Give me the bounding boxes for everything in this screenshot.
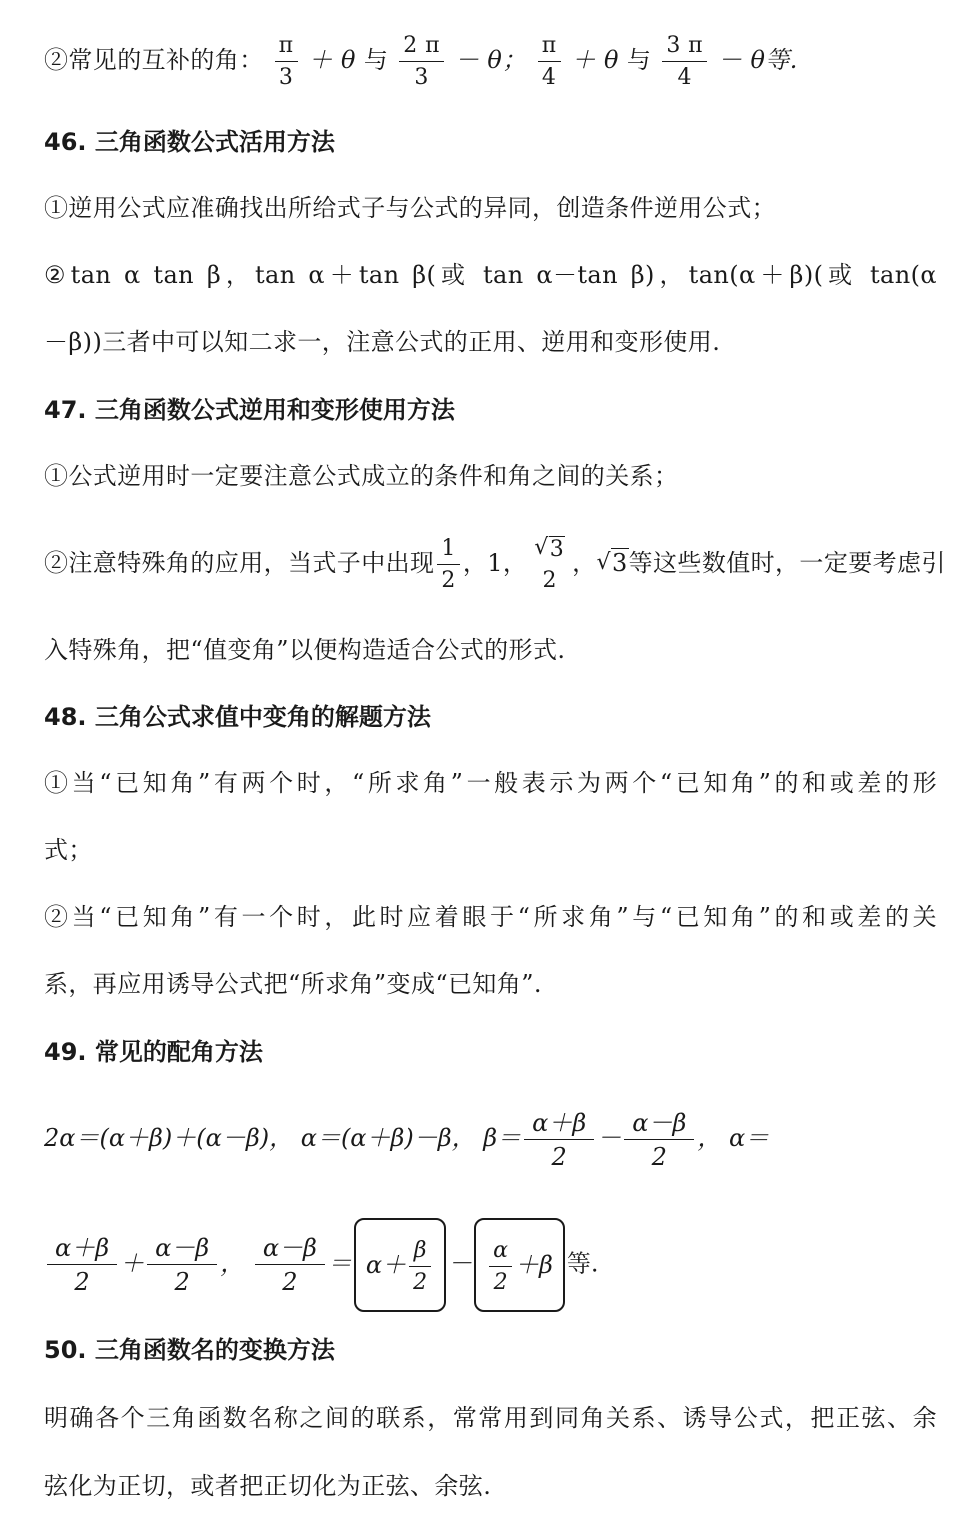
sqrt-3: √3: [596, 549, 628, 577]
minus-theta: － θ；: [454, 46, 527, 74]
section-48-item-2-line-2: 系，再应用诱导公式把“所求角”变成“已知角”.: [44, 970, 542, 998]
section-50-line-2: 弦化为正切，或者把正切化为正弦、余弦.: [44, 1472, 492, 1500]
section-49-formula-line-2: [44, 1218, 937, 1300]
section-48-item-1-line-1: ①当“已知角”有两个时，“所求角”一般表示为两个“已知角”的和或差的形: [44, 769, 937, 797]
with-label: 与: [363, 46, 389, 74]
formula-end: 等.: [566, 1249, 599, 1278]
section-49-formula-line-1: [44, 1100, 937, 1176]
complementary-prefix: ②常见的互补的角：: [44, 46, 264, 74]
with-label-2: 与: [626, 46, 652, 74]
section-50-heading: 50. 三角函数名的变换方法: [44, 1336, 335, 1364]
section-48-heading: 48. 三角公式求值中变角的解题方法: [44, 703, 431, 731]
plus-theta: ＋ θ: [308, 46, 356, 74]
section-49-heading: 49. 常见的配角方法: [44, 1038, 263, 1066]
section-46-heading: 46. 三角函数公式活用方法: [44, 128, 335, 156]
section-50-line-1: 明确各个三角函数名称之间的联系，常常用到同角关系、诱导公式，把正弦、余: [44, 1404, 937, 1432]
section-47-item-2-prefix: ②注意特殊角的应用，当式子中出现: [44, 549, 435, 577]
section-47-item-1: ①公式逆用时一定要注意公式成立的条件和角之间的关系；: [44, 462, 679, 490]
section-47-item-2: [44, 528, 946, 598]
fraction-pi-over-4: $\frac{\pi}{4}$: [538, 35, 561, 89]
fraction-3pi-over-4: $\frac{3 \pi}{4}$: [662, 35, 707, 89]
formula-equals: ＝: [327, 1249, 352, 1278]
formula-alpha: α＝(α＋β)－β，: [300, 1124, 476, 1152]
formula-alpha-eq: α＝: [728, 1124, 770, 1152]
fraction-alpha-plus-beta-over-2: $\frac{\alpha+\beta}{2}$: [524, 1111, 594, 1169]
fraction-2pi-over-3: $\frac{2 \pi}{3}$: [399, 35, 444, 89]
separator-2: ，: [572, 549, 597, 577]
fraction-alpha-plus-beta-over-2-b: $\frac{\alpha+\beta}{2}$: [47, 1236, 117, 1294]
section-47-heading: 47. 三角函数公式逆用和变形使用方法: [44, 396, 455, 424]
section-46-item-2-line-1: ②tan α tan β，tan α＋tan β(或 tan α－tan β)，tan(α＋β)(或 tan(α: [44, 261, 937, 289]
fraction-root3-over-2: √3 2: [534, 535, 565, 593]
fraction-one-half: $\frac{1}{2}$: [437, 538, 459, 592]
formula-2alpha: 2α＝(α＋β)＋(α－β)，: [44, 1124, 294, 1152]
formula-minus: －: [597, 1124, 622, 1152]
fraction-beta-over-2: $\frac{\beta}{2}$: [409, 1240, 431, 1294]
complementary-angles-line: [44, 30, 937, 90]
plus-theta-2: ＋ θ: [571, 46, 619, 74]
formula-beta-lhs: β＝: [483, 1124, 522, 1152]
bracket-group-1: α＋ $\frac{\beta}{2}$: [354, 1218, 446, 1312]
formula-plus: ＋: [120, 1249, 145, 1278]
fraction-alpha-minus-beta-over-2-b: $\frac{\alpha-\beta}{2}$: [147, 1236, 217, 1294]
formula-comma-b: ，: [220, 1249, 245, 1278]
formula-minus-b: －: [448, 1249, 473, 1278]
section-47-item-2-line-2: 入特殊角，把“值变角”以便构造适合公式的形式.: [44, 636, 566, 664]
minus-theta-end: － θ等.: [718, 46, 798, 74]
section-48-item-2-line-1: ②当“已知角”有一个时，此时应着眼于“所求角”与“已知角”的和或差的关: [44, 903, 937, 931]
bracket-group-2: $\frac{\alpha}{2}$ ＋β: [474, 1218, 565, 1312]
fraction-pi-over-3: $\frac{\pi}{3}$: [275, 35, 298, 89]
fraction-alpha-minus-beta-over-2-c: $\frac{\alpha-\beta}{2}$: [255, 1236, 325, 1294]
fraction-alpha-over-2: $\frac{\alpha}{2}$: [489, 1240, 512, 1294]
section-47-item-2-suffix: 等这些数值时，一定要考虑引: [628, 549, 946, 577]
separator-1: ，1，: [462, 549, 528, 577]
section-48-item-1-line-2: 式；: [44, 836, 93, 864]
formula-comma: ，: [697, 1124, 722, 1152]
section-46-item-2-line-2: －β))三者中可以知二求一，注意公式的正用、逆用和变形使用.: [44, 328, 721, 356]
section-46-item-1: ①逆用公式应准确找出所给式子与公式的异同，创造条件逆用公式；: [44, 194, 776, 222]
fraction-alpha-minus-beta-over-2: $\frac{\alpha-\beta}{2}$: [624, 1111, 694, 1169]
